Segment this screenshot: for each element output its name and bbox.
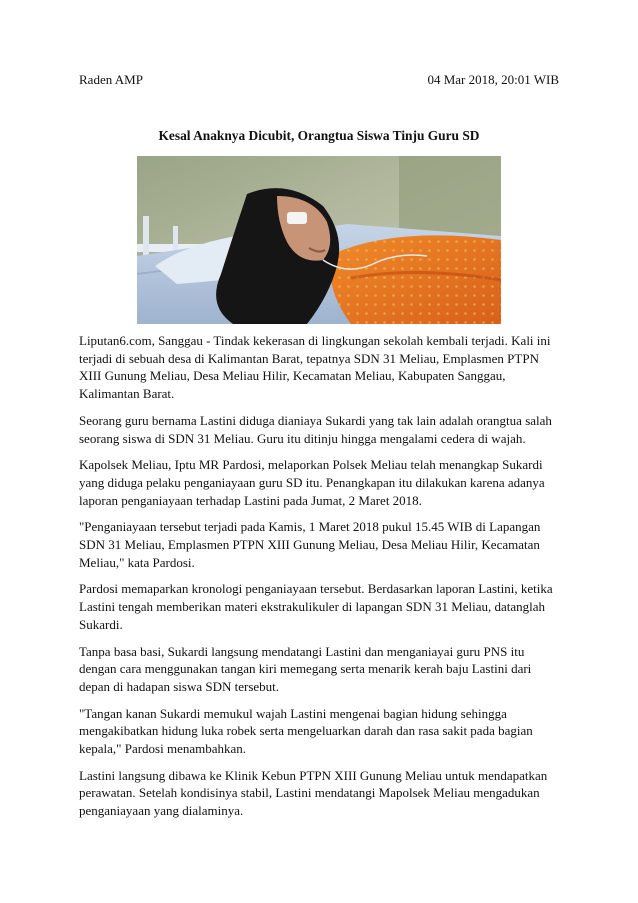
article-paragraph: Liputan6.com, Sanggau - Tindak kekerasan di lingkungan sekolah kembali terjadi. Kali ini terjadi di sebuah desa di Kalimantan Barat, tepatnya SDN 31 Meliau, Emplasmen PTPN XIII Gunung Meliau, Desa Meliau Hilir, Kecamatan Meliau, Kabupaten Sanggau, Kalimantan Barat. [79, 333, 551, 402]
article-paragraph: "Penganiayaan tersebut terjadi pada Kamis, 1 Maret 2018 pukul 15.45 WIB di Lapangan SDN 31 Meliau, Emplasmen PTPN XIII Gunung Meliau, Desa Meliau Hilir, Kecamatan Meliau," kata Pardosi. [79, 519, 541, 570]
article-title: Kesal Anaknya Dicubit, Orangtua Siswa Tinju Guru SD [158, 128, 480, 143]
article-paragraph: Pardosi memaparkan kronologi penganiayaan tersebut. Berdasarkan laporan Lastini, ketika Lastini tengah memberikan materi ekstrakulikuler di lapangan SDN 31 Meliau, datanglah Sukardi. [79, 581, 553, 632]
article-paragraph: Lastini langsung dibawa ke Klinik Kebun PTPN XIII Gunung Meliau untuk mendapatkan perawatan. Setelah kondisinya stabil, Lastini mendatangi Mapolsek Meliau mengadukan penganiayaan yang dialaminya. [79, 767, 548, 819]
article-paragraph: Kapolsek Meliau, Iptu MR Pardosi, melaporkan Polsek Meliau telah menangkap Sukardi yang diduga pelaku penganiayaan guru SD itu. Penangkapan itu dilakukan karena adanya laporan penganiayaan terhadap Lastini pada Jumat, 2 Maret 2018. [79, 457, 545, 508]
article-meta [79, 72, 559, 88]
article-date: 04 Mar 2018, 20:01 WIB [427, 72, 559, 87]
article-paragraph: Tanpa basa basi, Sukardi langsung mendatangi Lastini dan menganiayai guru PNS itu dengan cara menggunakan tangan kiri memegang serta menarik kerah baju Lastini dari depan di hadapan siswa SDN tersebut. [79, 643, 532, 694]
article-author: Raden AMP [79, 72, 143, 87]
article-photo [137, 156, 501, 324]
article-paragraph: "Tangan kanan Sukardi memukul wajah Lastini mengenai bagian hidung sehingga mengakibatkan hidung luka robek serta mengeluarkan darah dan rasa sakit pada bagian kepala," Pardosi menambahkan. [79, 705, 533, 757]
article-body [79, 332, 563, 829]
article-paragraph: Seorang guru bernama Lastini diduga dianiaya Sukardi yang tak lain adalah orangtua salah seorang siswa di SDN 31 Meliau. Guru itu ditinju hingga mengalami cedera di wajah. [79, 412, 552, 446]
